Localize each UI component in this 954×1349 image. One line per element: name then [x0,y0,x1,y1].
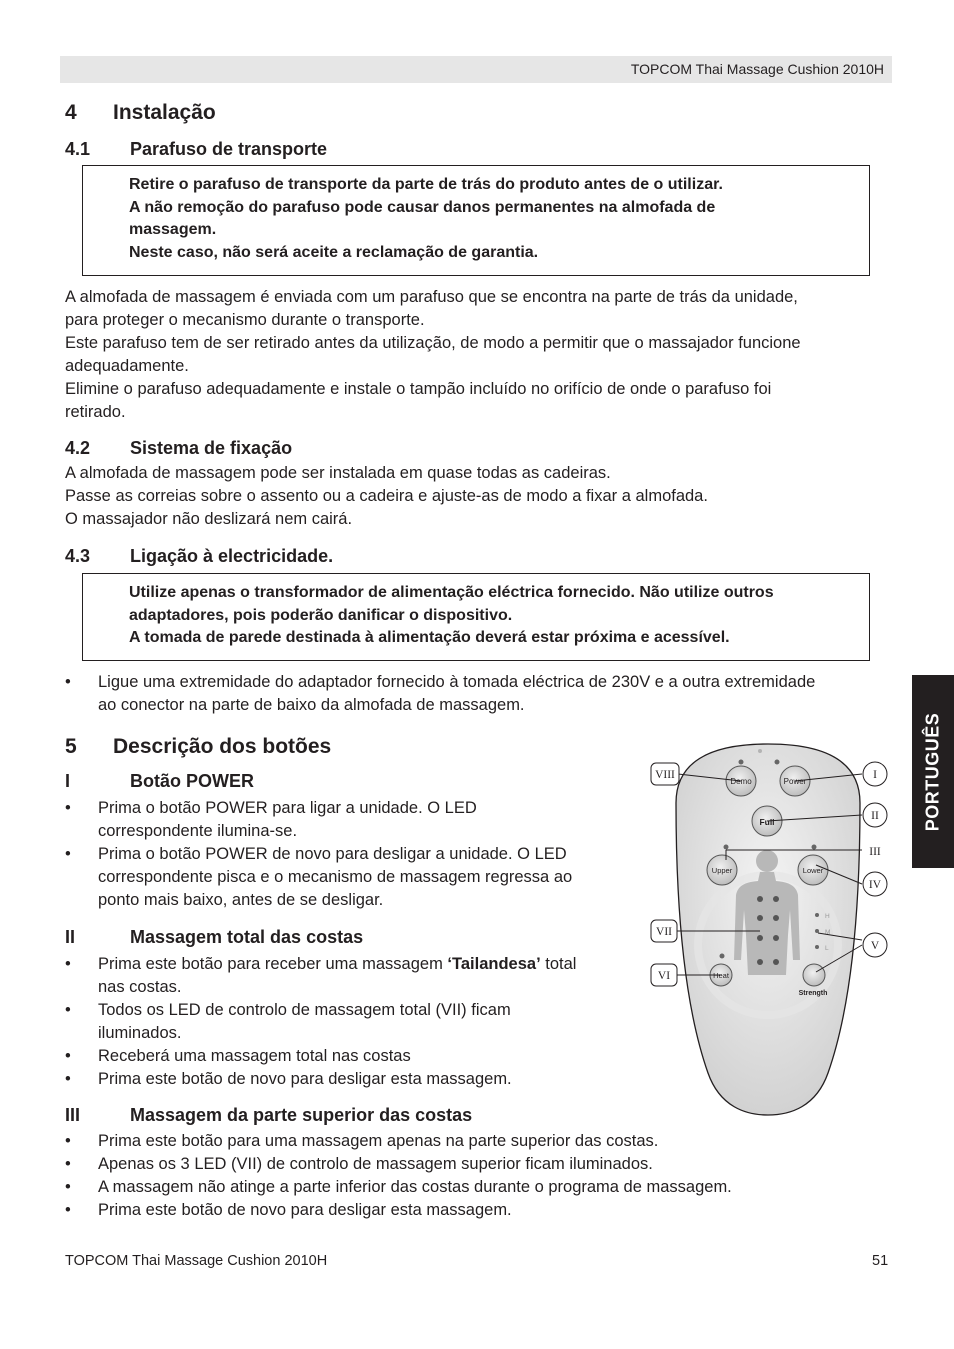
callout-label-iv: IV [868,879,882,891]
section-4-title: Instalação [113,101,216,124]
list-item-line: Prima este botão de novo para desligar esta massagem. [98,1070,512,1088]
section-4-2-heading [65,438,565,460]
section-4-3-heading [65,546,565,568]
led-icon [758,749,762,753]
button-II-number: II [65,927,76,947]
paragraph-line: adequadamente. [65,357,189,375]
list-item-line: Prima este botão de novo para desligar esta massagem. [98,1201,512,1219]
warning-line: A não remoção do parafuso pode causar danos permanentes na almofada de [129,198,716,216]
section-4-1-body [65,286,801,424]
led-icon [739,760,744,765]
list-item: • Todos os LED de controlo de massagem total (VII) ficam iluminados. [65,999,576,1045]
led-icon [724,845,729,850]
heat-button-label: Heat [713,971,729,980]
list-item: • Receberá uma massagem total nas costas [65,1045,576,1068]
warning-box-electricity-text [129,582,774,650]
warning-line: Neste caso, não será aceite a reclamação de garantia. [129,243,539,261]
list-item: • A massagem não atinge a parte inferior das costas durante o programa de massagem. [65,1176,732,1199]
led-icon [815,929,819,933]
section-4-3-bullets [65,671,815,717]
button-I-number: I [65,771,71,791]
section-4-number: 4 [65,101,77,124]
list-item-line: A massagem não atinge a parte inferior das costas durante o programa de massagem. [98,1178,732,1196]
section-4-2-body [65,462,708,531]
warning-line: massagem. [129,221,217,238]
paragraph-line: O massajador não deslizará nem cairá. [65,510,353,528]
language-tab-label: PORTUGUÊS [922,712,943,831]
list-item-line: Apenas os 3 LED (VII) de controlo de massagem superior ficam iluminados. [98,1155,653,1173]
strength-button-label: Strength [798,990,828,997]
list-item-line: Receberá uma massagem total nas costas [98,1047,411,1065]
section-4-2-title: Sistema de fixação [130,438,293,458]
list-item-line [98,953,576,976]
list-item: • Prima este botão de novo para desligar esta massagem. [65,1068,576,1091]
callout-label-viii: VIII [655,769,675,781]
callout-label-iii: III [869,846,881,858]
list-item: • Ligue uma extremidade do adaptador fornecido à tomada eléctrica de 230V e a outra extremidade ao conector na parte de baixo da almofada de massagem. [65,671,815,717]
list-item: • Apenas os 3 LED (VII) de controlo de massagem superior ficam iluminados. [65,1153,732,1176]
section-4-3-number: 4.3 [65,546,91,566]
warning-line: Utilize apenas o transformador de alimentação eléctrica fornecido. Não utilize outros [129,584,774,601]
list-item-line: ao conector na parte de baixo da almofada de massagem. [98,696,525,714]
led-icon [812,845,817,850]
callout-label-i: I [873,769,877,781]
section-4-3-title: Ligação à electricidade. [130,546,334,566]
callout-label-vii: VII [656,926,672,938]
list-item-line: Prima o botão POWER para ligar a unidade. O LED [98,799,477,817]
page-number: 51 [872,1253,889,1269]
list-item-line: correspondente pisca e o mecanismo de massagem regressa ao [98,868,573,886]
remote-control-illustration [640,735,900,1120]
led-icon [775,760,780,765]
list-item-line: ponto mais baixo, antes de se desligar. [98,891,384,909]
section-5-number: 5 [65,735,77,758]
paragraph-line: Elimine o parafuso adequadamente e instale o tampão incluído no orifício de onde o parafuso foi [65,380,772,398]
list-item-line: Prima este botão para uma massagem apenas na parte superior das costas. [98,1132,659,1150]
warning-line: adaptadores, pois poderão danificar o dispositivo. [129,606,513,624]
demo-button-label: Demo [730,777,752,786]
warning-box-transport-text [129,174,723,264]
section-4-1-heading [65,139,565,161]
callout-label-ii: II [871,810,879,822]
button-I-bullets [65,797,572,912]
section-4-heading [65,101,465,127]
list-item-line: iluminados. [98,1024,182,1042]
paragraph-line: retirado. [65,403,126,421]
header-title: TOPCOM Thai Massage Cushion 2010H [630,61,884,77]
footer-title: TOPCOM Thai Massage Cushion 2010H [65,1253,328,1269]
power-button-label: Power [783,777,807,786]
section-4-1-number: 4.1 [65,139,91,159]
list-item: • Prima este botão de novo para desligar esta massagem. [65,1199,732,1222]
language-tab [912,675,954,868]
callout-label-vi: VI [657,970,671,982]
led-icon [720,954,725,959]
button-II-heading [65,927,465,949]
level-label-medium: M [825,929,831,936]
button-I-title: Botão POWER [130,771,254,791]
paragraph-line: A almofada de massagem é enviada com um parafuso que se encontra na parte de trás da unidade, [65,288,798,306]
list-item-line: Prima o botão POWER de novo para desligar a unidade. O LED [98,845,567,863]
button-III-title: Massagem da parte superior das costas [130,1105,473,1125]
button-II-bullets [65,953,576,1091]
list-item: • Prima o botão POWER de novo para desligar a unidade. O LED correspondente pisca e o mecanismo de massagem regressa ao ponto mais baixo, antes de se desligar. [65,843,572,912]
list-item: • Prima o botão POWER para ligar a unidade. O LED correspondente ilumina-se. [65,797,572,843]
button-I-heading [65,771,465,793]
button-III-heading [65,1105,665,1127]
list-item-line: Ligue uma extremidade do adaptador fornecido à tomada eléctrica de 230V e a outra extremidade [98,673,816,691]
section-5-heading [65,735,465,761]
led-icon [815,945,819,949]
text-run: Prima este botão para receber uma massagem [98,955,448,973]
strength-button[interactable] [803,964,825,986]
list-item-line: Todos os LED de controlo de massagem total (VII) ficam [98,1001,511,1019]
warning-line: A tomada de parede destinada à alimentação deverá estar próxima e acessível. [129,629,730,646]
full-button-label: Full [759,817,775,827]
paragraph-line: para proteger o mecanismo durante o transporte. [65,311,425,329]
section-5-title: Descrição dos botões [113,735,332,758]
paragraph-line: Passe as correias sobre o assento ou a cadeira e ajuste-as de modo a fixar a almofada. [65,487,708,505]
upper-button-label: Upper [711,866,733,875]
paragraph-line: Este parafuso tem de ser retirado antes da utilização, de modo a permitir que o massajador funcione [65,334,801,352]
list-item: • Prima este botão para uma massagem apenas na parte superior das costas. [65,1130,732,1153]
lower-button-label: Lower [802,866,824,875]
led-icon [815,913,819,917]
callout-label-v: V [870,940,880,952]
button-III-number: III [65,1105,81,1125]
list-item-line: nas costas. [98,978,182,996]
list-item-line: correspondente ilumina-se. [98,822,298,840]
button-III-bullets [65,1130,732,1222]
level-label-low: L [825,945,829,952]
warning-line: Retire o parafuso de transporte da parte de trás do produto antes de o utilizar. [129,176,723,193]
level-label-high: H [825,913,830,920]
emphasis-text: ‘Tailandesa’ [447,955,541,973]
button-II-title: Massagem total das costas [130,927,364,947]
text-run: total [540,955,577,973]
list-item: • Prima este botão para receber uma massagem ‘Tailandesa’ total nas costas. [65,953,576,999]
paragraph-line: A almofada de massagem pode ser instalada em quase todas as cadeiras. [65,464,611,482]
section-4-2-number: 4.2 [65,438,91,458]
section-4-1-title: Parafuso de transporte [130,139,328,159]
